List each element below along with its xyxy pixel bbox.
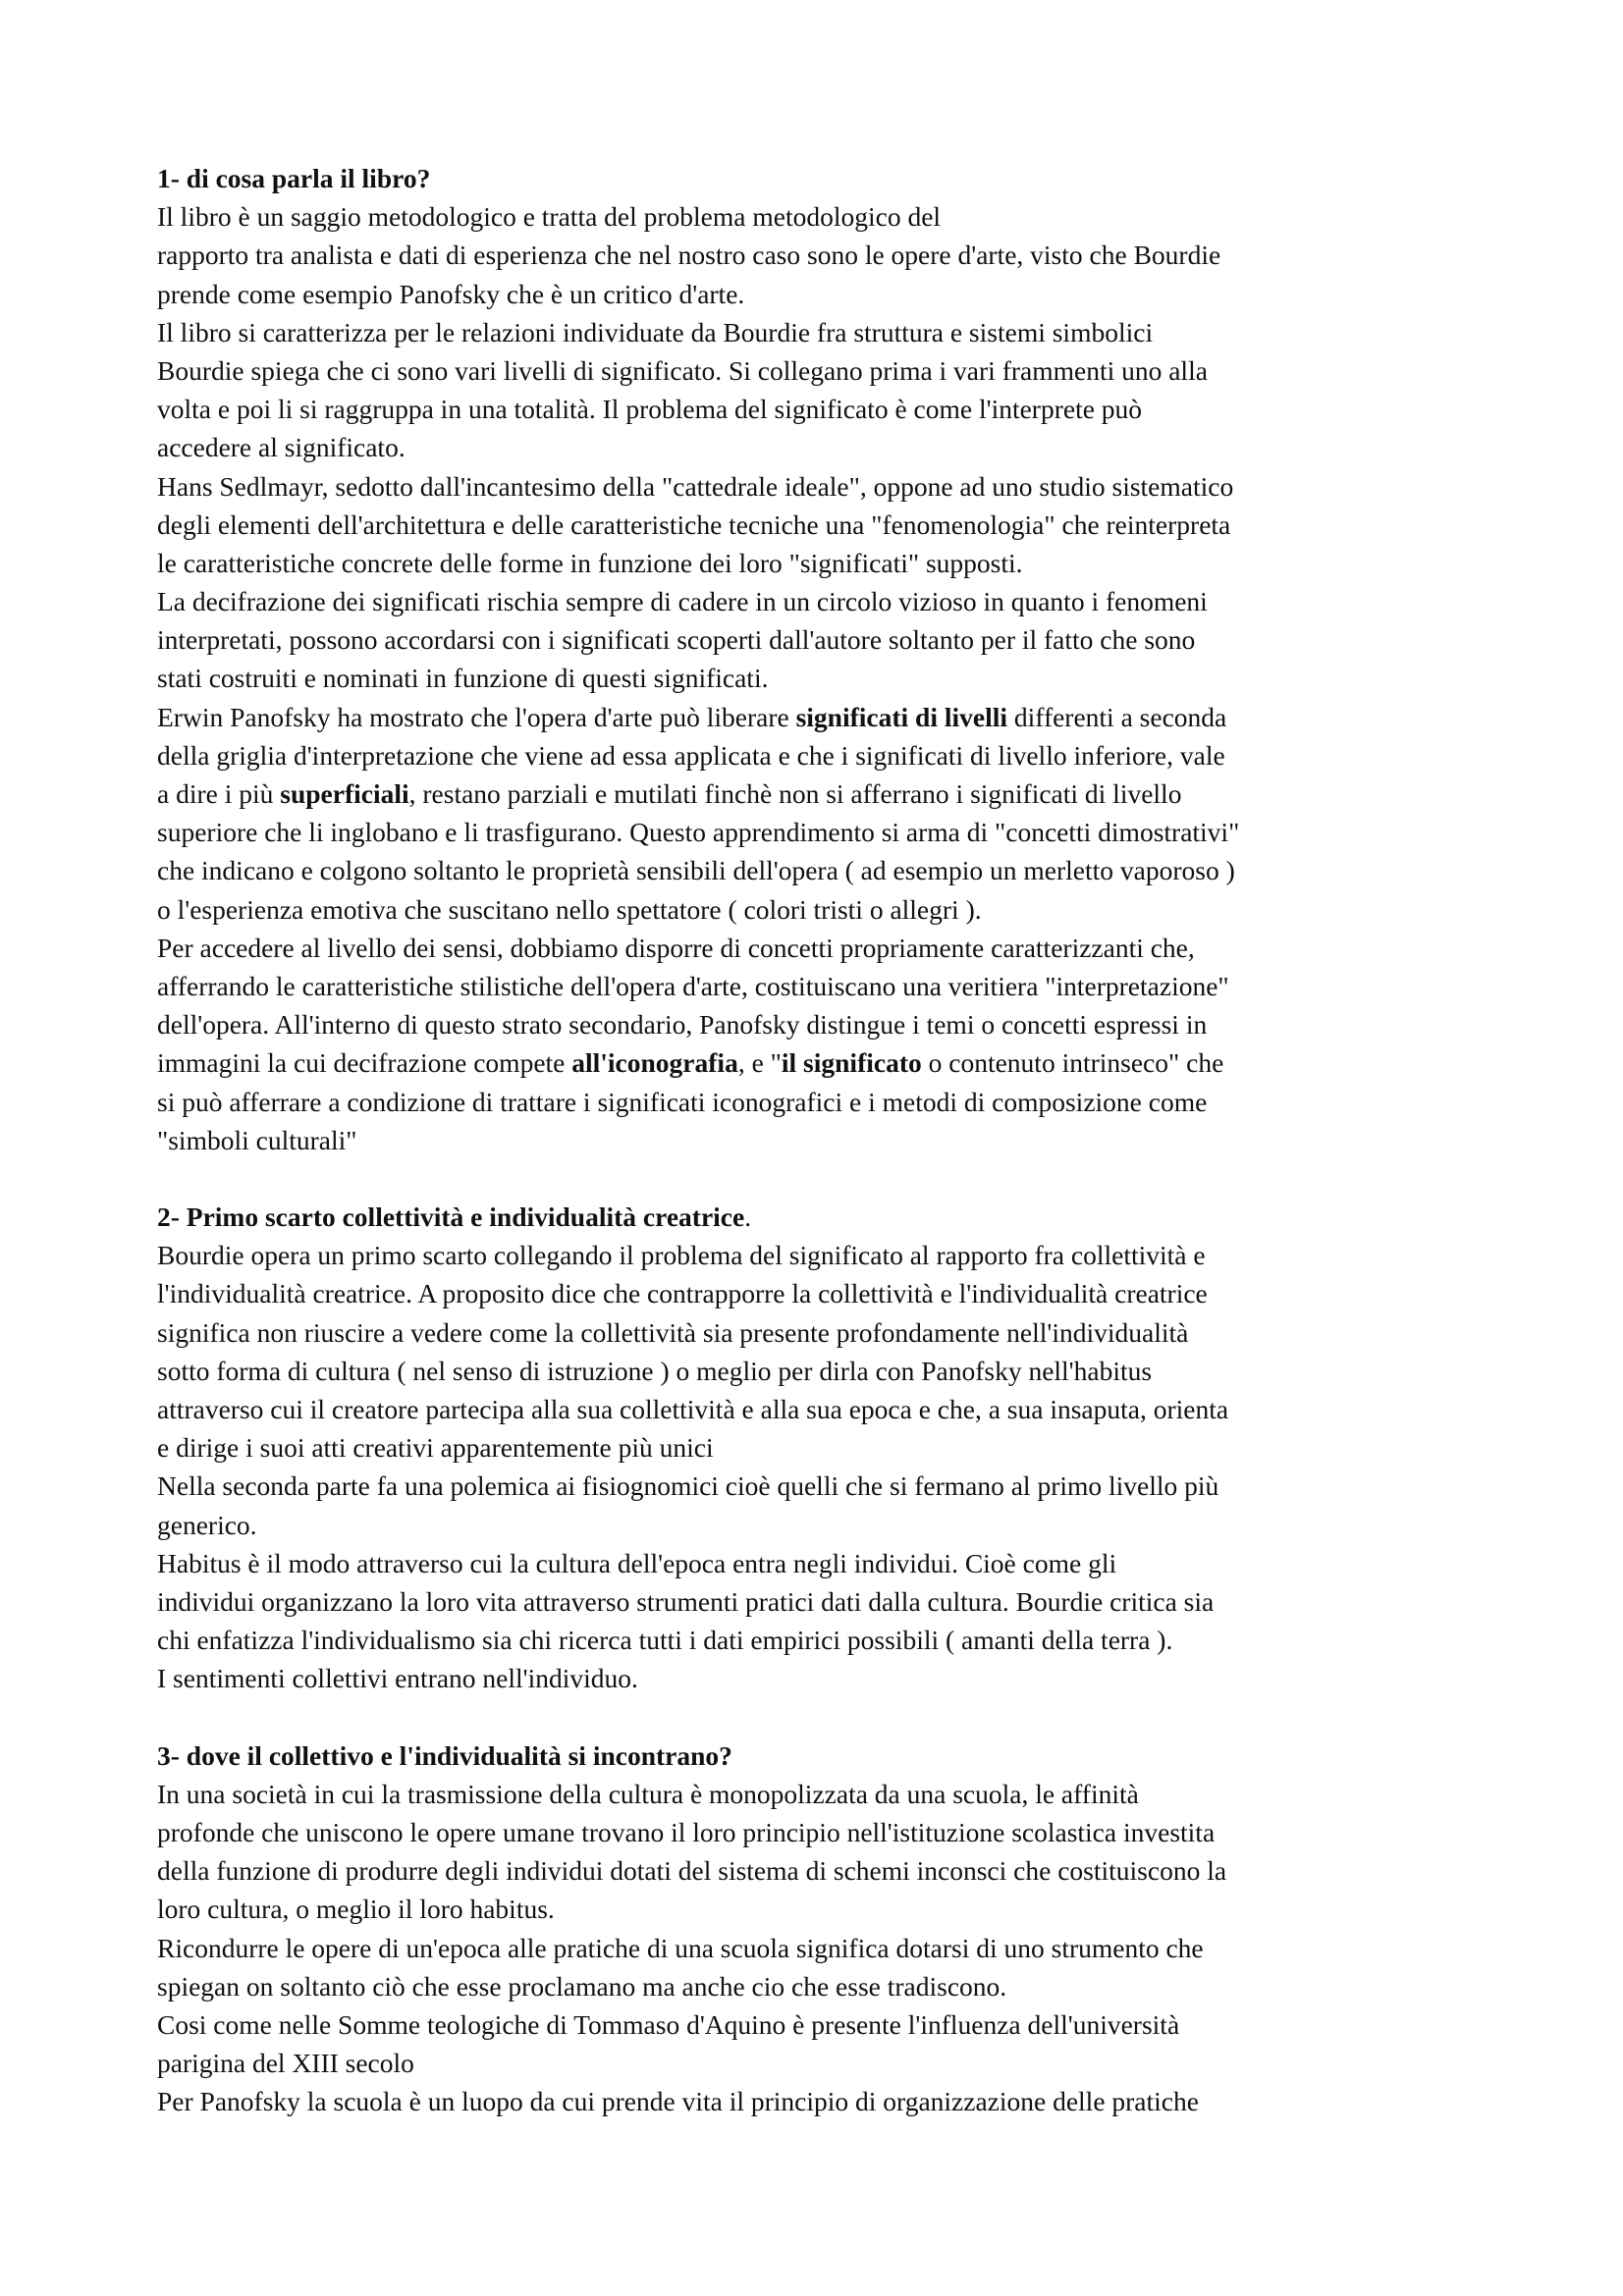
text-run: Bourdie spiega che ci sono vari livelli di significato. Si collegano prima i vari frammenti uno alla [157,354,1208,386]
text-line [157,967,1473,1005]
text-line [157,736,1473,774]
section-spacer [157,1698,1473,1736]
section-spacer [157,1159,1473,1198]
text-run: degli elementi dell'architettura e delle caratteristiche tecniche una "fenomenologia" che reinterpreta [157,508,1231,540]
text-line [157,2044,1473,2082]
text-line [157,236,1473,274]
text-line [157,1659,1473,1697]
text-line [157,1851,1473,1890]
text-line [157,1121,1473,1159]
text-line [157,813,1473,851]
text-line [157,1083,1473,1121]
section-heading-suffix: . [744,1201,752,1233]
text-run: attraverso cui il creatore partecipa alla sua collettività e alla sua epoca e che, a sua insaputa, orienta [157,1394,1229,1424]
text-run: della griglia d'interpretazione che viene ad essa applicata e che i significati di livello inferiore, vale [157,739,1225,771]
text-line [157,544,1473,582]
text-line [157,1352,1473,1390]
text-run: volta e poi li si raggruppa in una totalità. Il problema del significato è come l'interprete può [157,394,1143,425]
section-heading [157,1736,1473,1775]
text-run: Per Panofsky la scuola è un luopo da cui prende vita il principio di organizzazione delle pratiche [157,2086,1199,2117]
text-line [157,1813,1473,1851]
text-run: Nella seconda parte fa una polemica ai fisiognomici cioè quelli che si fermano al primo livello più [157,1470,1219,1502]
text-run: a dire i più [157,778,281,809]
text-run: sotto forma di cultura ( nel senso di istruzione ) o meglio per dirla con Panofsky nell'habitus [157,1355,1153,1386]
text-run: parigina del XIII secolo [157,2048,414,2079]
text-run: generico. [157,1509,257,1540]
text-line [157,582,1473,620]
text-run: La decifrazione dei significati rischia sempre di cadere in un circolo vizioso in quanto i fenomeni [157,586,1208,617]
text-run: afferrando le caratteristiche stilistiche dell'opera d'arte, costituiscano una veritiera "interpretazione" [157,970,1229,1001]
text-run: rapporto tra analista e dati di esperienza che nel nostro caso sono le opere d'arte, visto che Bourdie [157,240,1221,271]
text-run: si può afferrare a condizione di trattare i significati iconografici e i metodi di composizione come [157,1086,1208,1117]
text-run: Il libro è un saggio metodologico e tratta del problema metodologico del [157,201,942,233]
text-line [157,1313,1473,1352]
text-run: "simboli culturali" [157,1124,357,1155]
text-line [157,1428,1473,1467]
text-run: Per accedere al livello dei sensi, dobbiamo disporre di concetti propriamente caratterizzanti che, [157,932,1195,963]
text-run: differenti a seconda [1007,701,1227,732]
text-run: Habitus è il modo attraverso cui la cultura dell'epoca entra negli individui. Cioè come gli [157,1547,1117,1578]
text-run: , e " [737,1047,782,1079]
text-line [157,698,1473,736]
text-run: significa non riuscire a vedere come la collettività sia presente profondamente nell'individualità [157,1316,1189,1348]
document-body [157,159,1473,2121]
text-line [157,467,1473,506]
text-run: le caratteristiche concrete delle forme in funzione dei loro "significati" supposti. [157,547,1023,578]
text-run: Hans Sedlmayr, sedotto dall'incantesimo della "cattedrale ideale", oppone ad uno studio sistematico [157,470,1234,502]
text-run: Cosi come nelle Somme teologiche di Tommaso d'Aquino è presente l'influenza dell'università [157,2009,1180,2040]
text-line [157,275,1473,313]
text-line [157,1390,1473,1428]
text-run: superiore che li inglobano e li trasfigurano. Questo apprendimento si arma di "concetti dimostrativi" [157,817,1240,848]
text-run: interpretati, possono accordarsi con i significati scoperti dall'autore soltanto per il fatto che sono [157,624,1196,656]
text-line [157,929,1473,967]
text-line [157,1005,1473,1043]
text-line [157,506,1473,544]
section-heading [157,159,1473,197]
text-run: , restano parziali e mutilati finchè non si afferrano i significati di livello [408,778,1182,809]
text-line [157,351,1473,390]
text-line [157,890,1473,929]
section-heading-text: 3- dove il collettivo e l'individualità si incontrano? [157,1739,732,1771]
text-line [157,428,1473,466]
text-run: loro cultura, o meglio il loro habitus. [157,1894,555,1925]
text-line [157,313,1473,351]
text-line [157,1929,1473,1967]
text-run: Bourdie opera un primo scarto collegando il problema del significato al rapporto fra collettività e [157,1240,1206,1271]
text-run: che indicano e colgono soltanto le proprietà sensibili dell'opera ( ad esempio un merletto vaporoso ) [157,855,1235,886]
text-line [157,1274,1473,1312]
text-run: Ricondurre le opere di un'epoca alle pratiche di una scuola significa dotarsi di uno strumento che [157,1932,1204,1963]
text-run: immagini la cui decifrazione compete [157,1047,572,1079]
text-line [157,1043,1473,1082]
text-run: profonde che uniscono le opere umane trovano il loro principio nell'istituzione scolastica investita [157,1817,1216,1848]
text-run: l'individualità creatrice. A proposito dice che contrapporre la collettività e l'individualità creatrice [157,1278,1208,1309]
text-line [157,1236,1473,1274]
bold-text: superficiali [280,778,409,809]
text-line [157,1467,1473,1505]
text-run: dell'opera. All'interno di questo strato secondario, Panofsky distingue i temi o concetti espressi in [157,1009,1208,1041]
text-line [157,774,1473,813]
text-run: della funzione di produrre degli individui dotati del sistema di schemi inconsci che costituiscono la [157,1855,1227,1887]
text-run: o contenuto intrinseco" che [921,1047,1224,1079]
text-line [157,1890,1473,1928]
bold-text: il significato [781,1047,922,1079]
text-line [157,1967,1473,2005]
text-line [157,2082,1473,2120]
text-line [157,1582,1473,1621]
text-run: chi enfatizza l'individualismo sia chi ricerca tutti i dati empirici possibili ( amanti della terra ). [157,1625,1173,1656]
text-line [157,851,1473,889]
text-run: stati costruiti e nominati in funzione di questi significati. [157,663,769,694]
text-run: accedere al significato. [157,432,406,463]
text-run: Il libro si caratterizza per le relazioni individuate da Bourdie fra struttura e sistemi simbolici [157,316,1154,347]
text-run: e dirige i suoi atti creativi apparentemente più unici [157,1432,714,1464]
text-run: o l'esperienza emotiva che suscitano nello spettatore ( colori tristi o allegri ). [157,893,982,925]
text-line [157,1775,1473,1813]
text-line [157,1506,1473,1544]
text-line [157,659,1473,697]
text-line [157,2005,1473,2044]
text-run: Erwin Panofsky ha mostrato che l'opera d'arte può liberare [157,701,796,732]
text-line [157,197,1473,236]
bold-text: all'iconografia [571,1047,738,1079]
text-line [157,1544,1473,1582]
text-line [157,1621,1473,1659]
section-heading-text: 2- Primo scarto collettività e individualità creatrice [157,1201,745,1233]
section-heading [157,1198,1473,1236]
text-line [157,390,1473,428]
text-run: spiegan on soltanto ciò che esse proclamano ma anche cio che esse tradiscono. [157,1970,1007,2002]
text-run: prende come esempio Panofsky che è un critico d'arte. [157,278,745,309]
text-line [157,620,1473,659]
section-heading-text: 1- di cosa parla il libro? [157,163,431,193]
text-run: individui organizzano la loro vita attraverso strumenti pratici dati dalla cultura. Bourdie critica sia [157,1585,1215,1617]
text-run: In una società in cui la trasmissione della cultura è monopolizzata da una scuola, le affinità [157,1778,1139,1809]
text-run: I sentimenti collettivi entrano nell'individuo. [157,1663,638,1694]
bold-text: significati di livelli [795,701,1008,732]
